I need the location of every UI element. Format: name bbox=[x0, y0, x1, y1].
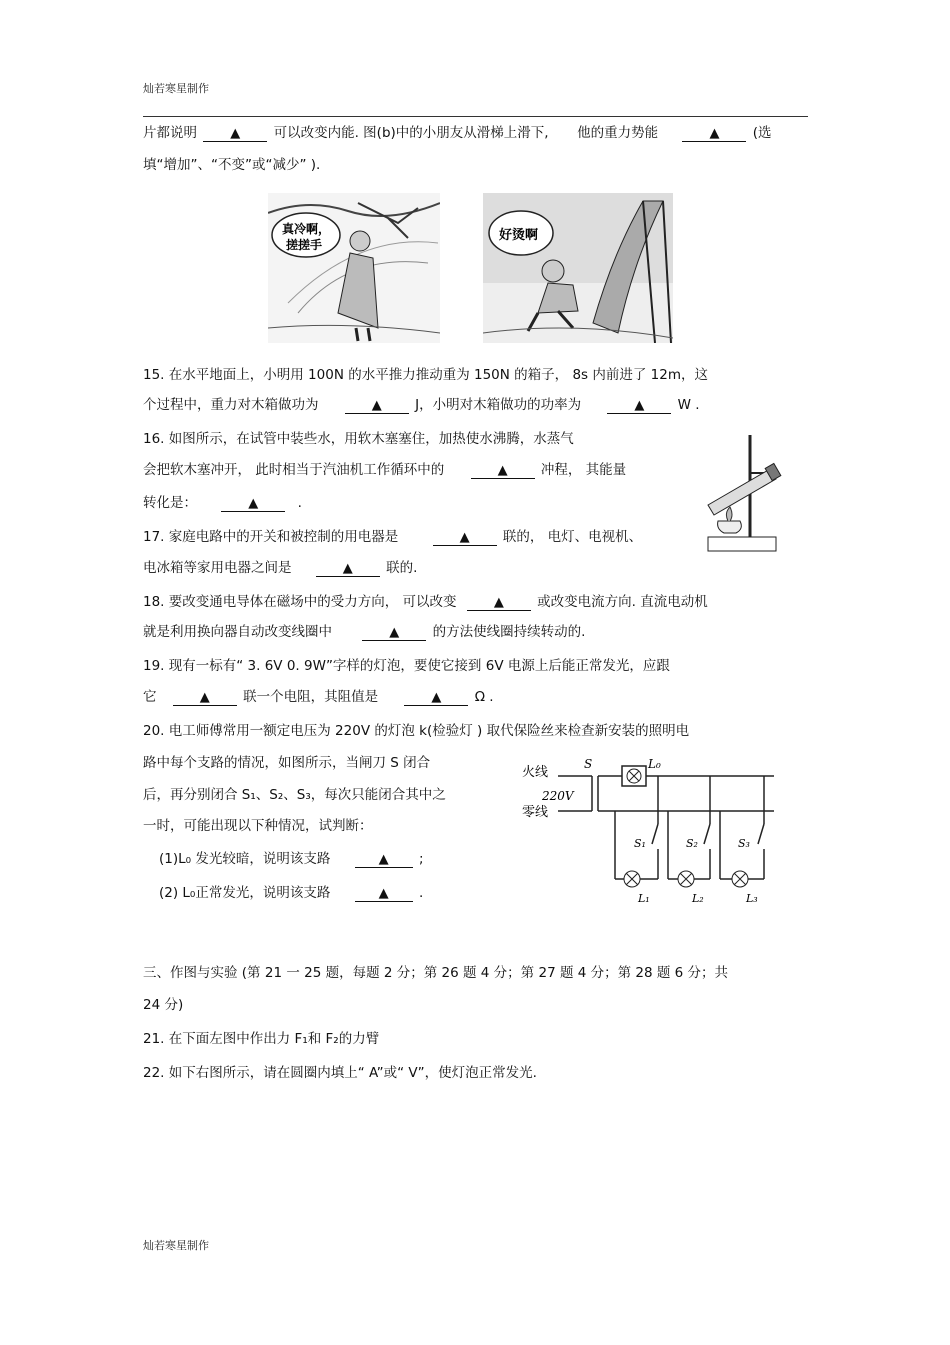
answer-blank[interactable]: ▲ bbox=[221, 496, 285, 512]
switch-s2-label: S₂ bbox=[686, 837, 698, 850]
q15-line2: 个过程中，重力对木箱做功为 ▲ J，小明对木箱做功的功率为 ▲ W . bbox=[143, 397, 700, 413]
answer-blank[interactable]: ▲ bbox=[355, 852, 413, 868]
lamp-l2-label: L₂ bbox=[692, 892, 704, 905]
q16-line3: 转化是： ▲ . bbox=[143, 495, 302, 511]
voltage-label: 220V bbox=[542, 789, 574, 803]
svg-text:搓搓手: 搓搓手 bbox=[286, 238, 323, 252]
q20-line4: 一时，可能出现以下种情况，试判断： bbox=[143, 818, 373, 834]
section3-heading-cont: 24 分) bbox=[143, 997, 184, 1013]
answer-blank[interactable]: ▲ bbox=[173, 690, 237, 706]
q20-line5: (1)L₀ 发光较暗，说明该支路 ▲ ; bbox=[159, 851, 424, 867]
q20-line1: 20. 电工师傅常用一额定电压为 220V 的灯泡 k(检验灯 ) 取代保险丝来检查新安装的照明电 bbox=[143, 723, 690, 739]
answer-blank[interactable]: ▲ bbox=[607, 398, 671, 414]
switch-s3-label: S₃ bbox=[738, 837, 750, 850]
q18-line2: 就是利用换向器自动改变线圈中 ▲ 的方法使线圈持续转动的. bbox=[143, 624, 586, 640]
answer-blank[interactable]: ▲ bbox=[316, 561, 380, 577]
q14-line1: 片都说明 ▲ 可以改变内能. 图(b)中的小朋友从滑梯上滑下, 他的重力势能 ▲ (选 bbox=[143, 125, 772, 141]
q14-line2: 填“增加”、“不变”或“减少” ). bbox=[143, 157, 321, 173]
answer-blank[interactable]: ▲ bbox=[433, 530, 497, 546]
live-wire-label: 火线 bbox=[522, 765, 549, 780]
q16-line1: 16. 如图所示，在试管中装些水，用软木塞塞住，加热使水沸腾，水蒸气 bbox=[143, 431, 574, 447]
q15-line1: 15. 在水平地面上，小明用 100N 的水平推力推动重为 150N 的箱子， 8s 内前进了 12m，这 bbox=[143, 367, 708, 383]
q17-line1: 17. 家庭电路中的开关和被控制的用电器是 ▲ 联的， 电灯、电视机、 bbox=[143, 529, 643, 545]
bubble-text-hot: 好烫啊 bbox=[499, 228, 539, 243]
q22-text: 22. 如下右图所示，请在圆圈内填上“ A”或“ V”，使灯泡正常发光. bbox=[143, 1065, 537, 1081]
answer-blank[interactable]: ▲ bbox=[467, 595, 531, 611]
cartoon-slide-image bbox=[483, 193, 673, 343]
test-tube-apparatus-image bbox=[688, 433, 793, 555]
q20-line6: (2) L₀正常发光，说明该支路 ▲ . bbox=[159, 885, 424, 901]
q16-line2: 会把软木塞冲开， 此时相当于汽油机工作循环中的 ▲ 冲程， 其能量 bbox=[143, 462, 627, 478]
lamp-l1-label: L₁ bbox=[638, 892, 650, 905]
answer-blank[interactable]: ▲ bbox=[471, 463, 535, 479]
answer-blank[interactable]: ▲ bbox=[203, 126, 267, 142]
answer-blank[interactable]: ▲ bbox=[404, 690, 468, 706]
answer-blank[interactable]: ▲ bbox=[682, 126, 746, 142]
page-header: 灿若寒星制作 bbox=[143, 82, 209, 95]
lamp-l3-label: L₃ bbox=[746, 892, 758, 905]
q18-line1: 18. 要改变通电导体在磁场中的受力方向， 可以改变 ▲ 或改变电流方向. 直流电动机 bbox=[143, 594, 708, 610]
answer-blank[interactable]: ▲ bbox=[345, 398, 409, 414]
section3-heading: 三、作图与实验 (第 21 一 25 题，每题 2 分；第 26 题 4 分；第 27 题 4 分；第 28 题 6 分；共 bbox=[143, 965, 729, 981]
q17-line2: 电冰箱等家用电器之间是 ▲ 联的. bbox=[143, 560, 418, 576]
answer-blank[interactable]: ▲ bbox=[362, 625, 426, 641]
q19-line1: 19. 现有一标有“ 3. 6V 0. 9W”字样的灯泡，要使它接到 6V 电源上后能正常发光，应跟 bbox=[143, 658, 670, 674]
answer-blank[interactable]: ▲ bbox=[355, 886, 413, 902]
bubble-text-cold: 真冷啊， bbox=[282, 222, 331, 236]
lamp-l0-label: L₀ bbox=[648, 757, 661, 771]
q19-line2: 它 ▲ 联一个电阻，其阻值是 ▲ Ω . bbox=[143, 689, 494, 705]
switch-s-label: S bbox=[584, 757, 593, 771]
header-rule bbox=[143, 116, 808, 117]
q20-line3: 后，再分别闭合 S₁、S₂、S₃，每次只能闭合其中之 bbox=[143, 787, 446, 803]
cartoon-cold-hands-image bbox=[268, 193, 440, 343]
page-footer: 灿若寒星制作 bbox=[143, 1239, 209, 1252]
q20-line2: 路中每个支路的情况，如图所示，当闸刀 S 闭合 bbox=[143, 755, 431, 771]
neutral-wire-label: 零线 bbox=[522, 805, 549, 820]
circuit-diagram bbox=[518, 754, 778, 906]
q21-text: 21. 在下面左图中作出力 F₁和 F₂的力臂 bbox=[143, 1031, 380, 1047]
switch-s1-label: S₁ bbox=[634, 837, 646, 850]
